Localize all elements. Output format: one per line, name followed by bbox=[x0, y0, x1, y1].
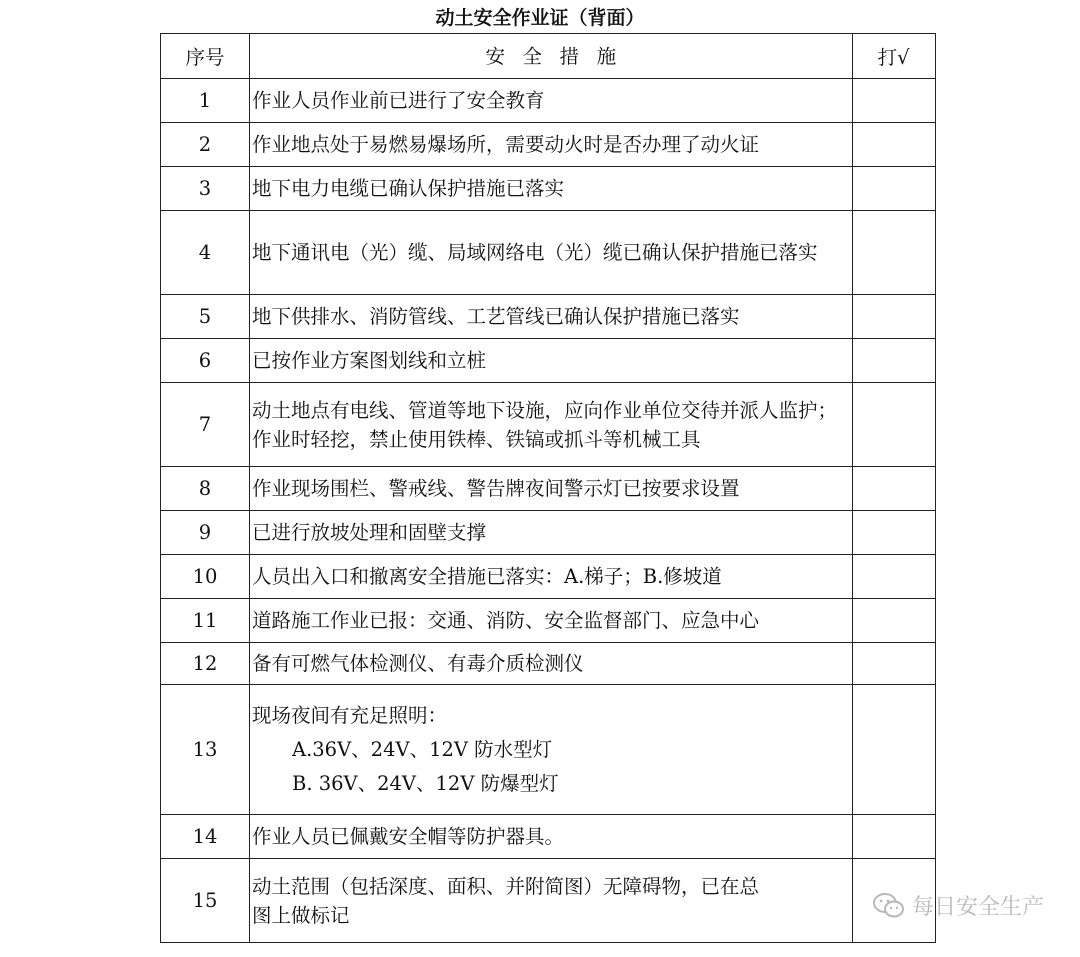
row-number: 4 bbox=[161, 211, 250, 295]
check-cell[interactable] bbox=[852, 511, 935, 555]
table-row bbox=[161, 339, 936, 383]
check-cell[interactable] bbox=[852, 643, 935, 685]
row-number: 7 bbox=[161, 383, 250, 467]
row-number: 8 bbox=[161, 467, 250, 511]
wechat-icon bbox=[872, 892, 906, 920]
table-row bbox=[161, 511, 936, 555]
lighting-option-b: B. 36V、24V、12V 防爆型灯 bbox=[292, 771, 559, 795]
document-title: 动土安全作业证（背面） bbox=[435, 7, 645, 29]
check-cell[interactable] bbox=[852, 467, 935, 511]
watermark-text: 每日安全生产 bbox=[911, 895, 1044, 920]
row-measure bbox=[250, 685, 853, 815]
header-measures: 安全措施 bbox=[250, 34, 853, 79]
safety-measures-table bbox=[160, 33, 936, 943]
row-number: 11 bbox=[161, 599, 250, 643]
row-measure: 已按作业方案图划线和立桩 bbox=[250, 339, 853, 383]
table-row bbox=[161, 815, 936, 859]
check-cell[interactable] bbox=[852, 79, 935, 123]
table-row bbox=[161, 167, 936, 211]
row-measure: 地下通讯电（光）缆、局域网络电（光）缆已确认保护措施已落实 bbox=[250, 211, 853, 295]
row-number: 12 bbox=[161, 643, 250, 685]
check-cell[interactable] bbox=[852, 815, 935, 859]
header-number: 序号 bbox=[161, 34, 250, 79]
check-cell[interactable] bbox=[852, 123, 935, 167]
row-number: 9 bbox=[161, 511, 250, 555]
table-row bbox=[161, 643, 936, 685]
table-row bbox=[161, 295, 936, 339]
table-row bbox=[161, 555, 936, 599]
row-measure: 动土地点有电线、管道等地下设施，应向作业单位交待并派人监护；作业时轻挖，禁止使用铁棒、铁镐或抓斗等机械工具 bbox=[250, 383, 853, 467]
table-row bbox=[161, 859, 936, 943]
table-row bbox=[161, 211, 936, 295]
row-number: 3 bbox=[161, 167, 250, 211]
row-number: 13 bbox=[161, 685, 250, 815]
table-row bbox=[161, 383, 936, 467]
row-number: 2 bbox=[161, 123, 250, 167]
row-measure: 道路施工作业已报：交通、消防、安全监督部门、应急中心 bbox=[250, 599, 853, 643]
row-measure: 已进行放坡处理和固壁支撑 bbox=[250, 511, 853, 555]
row-measure: 作业人员已佩戴安全帽等防护器具。 bbox=[250, 815, 853, 859]
table-row bbox=[161, 599, 936, 643]
check-cell[interactable] bbox=[852, 555, 935, 599]
row-number: 6 bbox=[161, 339, 250, 383]
table-row bbox=[161, 467, 936, 511]
row-measure: 地下电力电缆已确认保护措施已落实 bbox=[250, 167, 853, 211]
row-measure: 人员出入口和撤离安全措施已落实：A.梯子；B.修坡道 bbox=[250, 555, 853, 599]
table-header-row bbox=[161, 34, 936, 79]
watermark bbox=[872, 890, 1044, 921]
row-measure: 动土范围（包括深度、面积、并附简图）无障碍物，已在总图上做标记 bbox=[250, 859, 853, 943]
lighting-option-a: A.36V、24V、12V 防水型灯 bbox=[292, 737, 553, 761]
check-cell[interactable] bbox=[852, 211, 935, 295]
lighting-heading: 现场夜间有充足照明： bbox=[252, 703, 448, 727]
check-cell[interactable] bbox=[852, 383, 935, 467]
table-row bbox=[161, 123, 936, 167]
row-number: 1 bbox=[161, 79, 250, 123]
check-cell[interactable] bbox=[852, 295, 935, 339]
check-cell[interactable] bbox=[852, 167, 935, 211]
row-number: 15 bbox=[161, 859, 250, 943]
table-row bbox=[161, 685, 936, 815]
row-measure: 作业地点处于易燃易爆场所，需要动火时是否办理了动火证 bbox=[250, 123, 853, 167]
check-cell[interactable] bbox=[852, 339, 935, 383]
row-measure: 作业现场围栏、警戒线、警告牌夜间警示灯已按要求设置 bbox=[250, 467, 853, 511]
row-number: 14 bbox=[161, 815, 250, 859]
row-measure: 作业人员作业前已进行了安全教育 bbox=[250, 79, 853, 123]
check-cell[interactable] bbox=[852, 599, 935, 643]
row-number: 5 bbox=[161, 295, 250, 339]
header-check: 打√ bbox=[852, 34, 935, 79]
table-row bbox=[161, 79, 936, 123]
check-cell[interactable] bbox=[852, 685, 935, 815]
row-measure: 备有可燃气体检测仪、有毒介质检测仪 bbox=[250, 643, 853, 685]
row-measure: 地下供排水、消防管线、工艺管线已确认保护措施已落实 bbox=[250, 295, 853, 339]
row-number: 10 bbox=[161, 555, 250, 599]
